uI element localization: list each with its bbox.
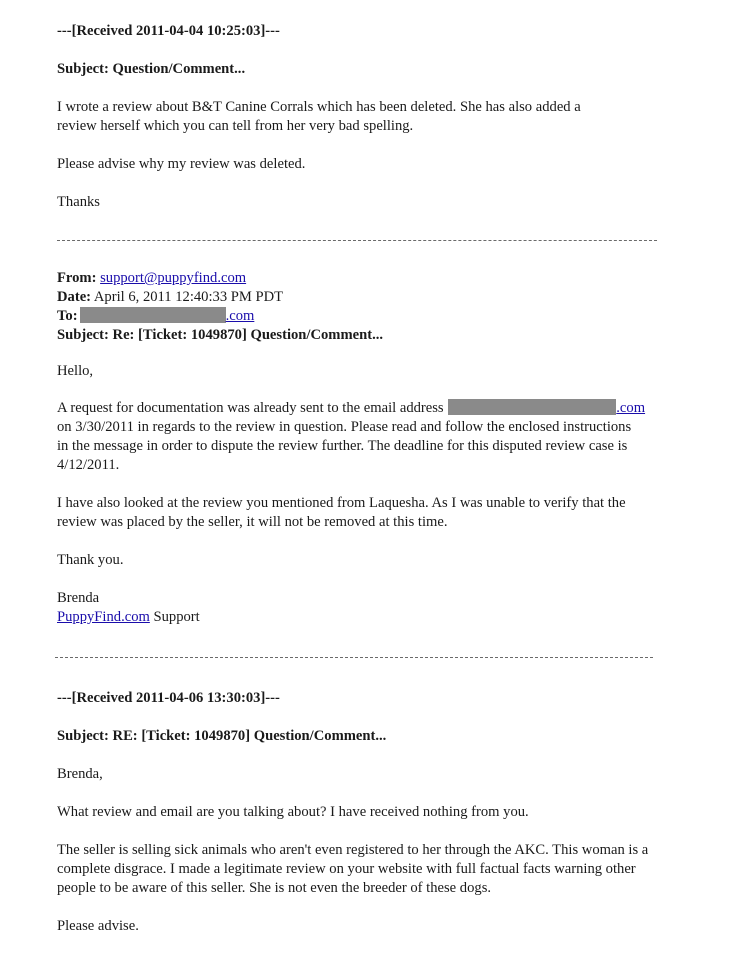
- subject-line-2: Subject: Re: [Ticket: 1049870] Question/Comment...: [57, 327, 384, 343]
- body-text: The seller is selling sick animals who aren't even registered to her through the AKC. This woman is a: [57, 842, 649, 858]
- signature-suffix: Support: [149, 609, 200, 625]
- body-text: I have also looked at the review you mentioned from Laquesha. As I was unable to verify that the: [57, 495, 626, 511]
- signature-name: Brenda: [57, 590, 100, 606]
- to-header: [57, 307, 254, 326]
- to-label: To:: [57, 308, 78, 324]
- from-label: From:: [57, 270, 97, 286]
- body-text: review herself which you can tell from her very bad spelling.: [57, 118, 414, 134]
- body-text: on 3/30/2011 in regards to the review in question. Please read and follow the enclosed instructions: [57, 419, 632, 435]
- signoff-text: Thanks: [57, 194, 100, 210]
- closing-text: Please advise.: [57, 918, 139, 934]
- email-address-suffix[interactable]: .com: [616, 400, 646, 416]
- body-text: people to be aware of this seller. She is not even the breeder of these dogs.: [57, 880, 492, 896]
- from-email-link[interactable]: support@puppyfind.com: [100, 270, 247, 286]
- subject-line-3: Subject: RE: [Ticket: 1049870] Question/Comment...: [57, 728, 387, 744]
- signature-line: [57, 608, 200, 627]
- greeting-text: Hello,: [57, 363, 94, 379]
- subject-line-1: Subject: Question/Comment...: [57, 61, 246, 77]
- body-text: in the message in order to dispute the review further. The deadline for this disputed review case is: [57, 438, 628, 454]
- body-text: Please advise why my review was deleted.: [57, 156, 306, 172]
- received-timestamp-2: ---[Received 2011-04-06 13:30:03]---: [57, 690, 280, 706]
- body-text-start: A request for documentation was already sent to the email address: [57, 400, 444, 416]
- to-email-suffix[interactable]: .com: [225, 308, 255, 324]
- date-header: [57, 288, 283, 307]
- redacted-email: [80, 307, 226, 323]
- body-text: [57, 399, 645, 418]
- body-text: What review and email are you talking about? I have received nothing from you.: [57, 804, 529, 820]
- message-separator: [55, 657, 653, 658]
- received-timestamp-1: ---[Received 2011-04-04 10:25:03]---: [57, 23, 280, 39]
- body-text: complete disgrace. I made a legitimate review on your website with full factual facts warning other: [57, 861, 636, 877]
- redacted-email: [448, 399, 616, 415]
- from-header: [57, 269, 246, 288]
- puppyfind-link[interactable]: PuppyFind.com: [57, 609, 150, 625]
- date-value: April 6, 2011 12:40:33 PM PDT: [93, 289, 284, 305]
- thanks-text: Thank you.: [57, 552, 124, 568]
- greeting-text: Brenda,: [57, 766, 103, 782]
- body-text: review was placed by the seller, it will not be removed at this time.: [57, 514, 448, 530]
- message-separator: [57, 240, 657, 241]
- date-label: Date:: [57, 289, 92, 305]
- body-text: I wrote a review about B&T Canine Corrals which has been deleted. She has also added a: [57, 99, 581, 115]
- body-text: 4/12/2011.: [57, 457, 120, 473]
